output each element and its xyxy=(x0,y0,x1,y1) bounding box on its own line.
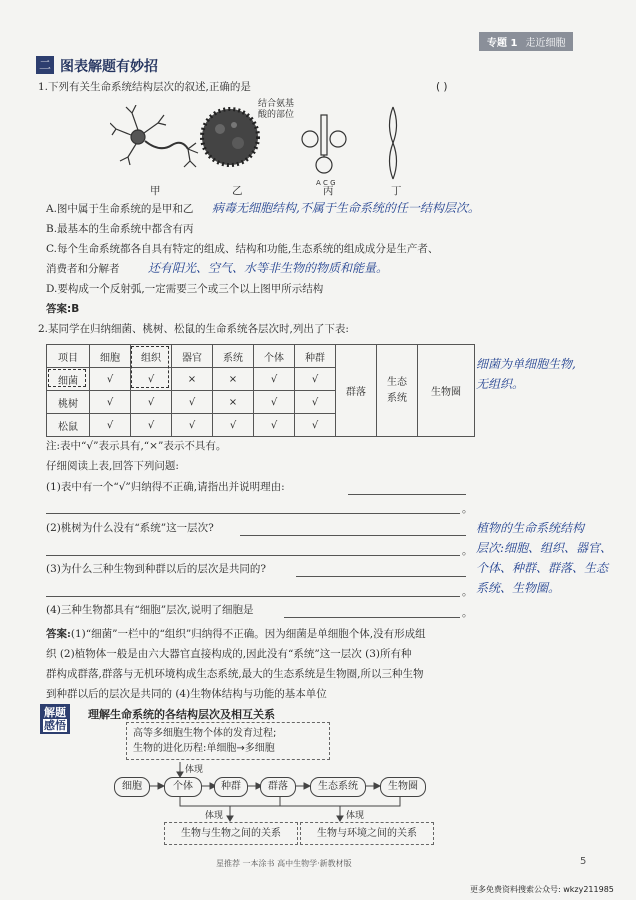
answer-value: B xyxy=(71,303,80,315)
table-cell: √ xyxy=(254,391,295,414)
table-header-community: 群落 xyxy=(336,345,377,437)
table-header: 项目 xyxy=(47,345,90,368)
table-cell: √ xyxy=(172,391,213,414)
q2-sub4-period: 。 xyxy=(462,607,473,619)
embody-label-right: 体现 xyxy=(346,811,365,821)
node-community: 群落 xyxy=(260,777,296,797)
row-name: 细菌 xyxy=(47,368,90,391)
q2-sub2-period: 。 xyxy=(462,545,473,557)
table-cell: × xyxy=(172,368,213,391)
table-cell: √ xyxy=(131,391,172,414)
q2-sub3: (3)为什么三种生物到种群以后的层次是共同的? xyxy=(46,563,267,575)
table-cell: × xyxy=(213,391,254,414)
fig-caption-jia: 甲 xyxy=(150,185,161,197)
table-cell: √ xyxy=(254,414,295,437)
bio-env-relation-box: 生物与环境之间的关系 xyxy=(300,822,434,845)
table-cell: √ xyxy=(90,368,131,391)
table-cell: × xyxy=(213,368,254,391)
svg-text:A C G: A C G xyxy=(316,179,336,187)
node-population: 种群 xyxy=(214,777,248,797)
bio-bio-relation-box: 生物与生物之间的关系 xyxy=(164,822,298,845)
embody-label-top: 体现 xyxy=(185,765,204,775)
q1-option-a: A.图中属于生命系统的是甲和乙 xyxy=(46,203,194,215)
table-cell: √ xyxy=(131,414,172,437)
development-box xyxy=(126,722,330,760)
table-header: 种群 xyxy=(295,345,336,368)
table-cell: √ xyxy=(295,368,336,391)
section-badge: 二 xyxy=(36,56,54,74)
embody-label-left: 体现 xyxy=(205,811,224,821)
table-cell: √ xyxy=(295,391,336,414)
fig-caption-bing: 丙 xyxy=(323,185,334,197)
q2-note: 注:表中“√”表示具有,“×”表示不具有。 xyxy=(46,440,227,452)
q1-option-c-line2: 消费者和分解者 xyxy=(46,263,120,275)
q2-stem: 2.某同学在归纳细菌、桃树、松鼠的生命系统各层次时,列出了下表: xyxy=(38,323,349,335)
q2-sub2: (2)桃树为什么没有“系统”这一层次? xyxy=(46,522,214,534)
node-ecosystem: 生态系统 xyxy=(310,777,366,797)
table-cell: √ xyxy=(213,414,254,437)
development-line: 高等多细胞生物个体的发育过程; xyxy=(133,728,277,739)
q1-stem: 1.下列有关生命系统结构层次的叙述,正确的是 xyxy=(38,81,251,93)
insight-badge-top: 解题 xyxy=(44,706,66,719)
topic-number: 专题 1 xyxy=(487,38,518,49)
node-biosphere: 生物圈 xyxy=(380,777,426,797)
insight-title: 理解生命系统的各结构层次及相互关系 xyxy=(88,708,275,721)
table-cell: √ xyxy=(254,368,295,391)
answer-line: 群构成群落,群落与无机环境构成生态系统,最大的生态系统是生物圈,所以三种生物 xyxy=(46,668,424,680)
q1-option-b: B.最基本的生命系统中都含有丙 xyxy=(46,223,194,235)
answer-label: 答案: xyxy=(46,303,72,315)
q1-note-a: 病毒无细胞结构,不属于生命系统的任一结构层次。 xyxy=(212,201,480,215)
node-cell: 细胞 xyxy=(114,777,150,797)
bracket-left xyxy=(180,796,280,806)
table-cell: √ xyxy=(90,391,131,414)
figure-label-binding-site: 结合氨基 酸的部位 xyxy=(258,99,295,120)
q2-sub4: (4)三种生物都具有“细胞”层次,说明了细胞是 xyxy=(46,604,254,616)
development-line: 生物的进化历程:单细胞→多细胞 xyxy=(133,743,275,754)
table-header: 系统 xyxy=(213,345,254,368)
topic-title: 走近细胞 xyxy=(525,38,566,49)
row-name: 桃树 xyxy=(47,391,90,414)
row-name: 松鼠 xyxy=(47,414,90,437)
table-header-ecosystem: 生态 系统 xyxy=(377,345,418,437)
footer-text: 星推荐 一本涂书 高中生物学·新教材版 xyxy=(216,859,352,868)
answer-line: 织 (2)植物体一般是由六大器官直接构成的,因此没有“系统”这一层次 (3)所有种 xyxy=(46,648,412,660)
table-header: 细胞 xyxy=(90,345,131,368)
page-number: 5 xyxy=(580,856,587,867)
bracket-right xyxy=(280,796,400,806)
q1-option-d: D.要构成一个反射弧,一定需要三个或三个以上图甲所示结构 xyxy=(46,283,324,295)
q1-answer-paren: ( ) xyxy=(436,81,448,93)
side-note-plant-levels: 植物的生命系统结构 层次:细胞、组织、器官、 个体、种群、群落、生态 系统、生物圈。 xyxy=(476,521,613,595)
insight-badge-bottom: 感悟 xyxy=(44,719,66,732)
q1-note-c: 还有阳光、空气、水等非生物的物质和能量。 xyxy=(148,261,389,275)
table-cell: √ xyxy=(172,414,213,437)
answer-line: (1)“细菌”一栏中的“组织”归纳得不正确。因为细菌是单细胞个体,没有形成组 xyxy=(70,628,426,640)
fig-caption-ding: 丁 xyxy=(391,185,402,197)
fig-caption-yi: 乙 xyxy=(232,185,243,197)
answer-line: 到种群以后的层次是共同的 (4)生物体结构与功能的基本单位 xyxy=(46,688,327,700)
watermark: 更多免费资料搜索公众号: wkzy211985 xyxy=(470,885,614,894)
node-individual: 个体 xyxy=(164,777,202,797)
table-cell: √ xyxy=(90,414,131,437)
table-header: 个体 xyxy=(254,345,295,368)
q2-instruction: 仔细阅读上表,回答下列问题: xyxy=(46,460,179,472)
table-cell: √ xyxy=(295,414,336,437)
answer-label: 答案: xyxy=(46,628,71,640)
q1-option-c-line1: C.每个生命系统都各自具有特定的组成、结构和功能,生态系统的组成成分是生产者、 xyxy=(46,243,439,255)
table-header-biosphere: 生物圈 xyxy=(418,345,475,437)
q2-sub1-period: 。 xyxy=(462,503,473,515)
q2-sub1: (1)表中有一个“√”归纳得不正确,请指出并说明理由: xyxy=(46,481,285,493)
side-note-bacteria: 细菌为单细胞生物, 无组织。 xyxy=(476,357,576,391)
table-header: 器官 xyxy=(172,345,213,368)
section-title: 图表解题有妙招 xyxy=(60,59,158,75)
table-cell: √ xyxy=(131,368,172,391)
table-header: 组织 xyxy=(131,345,172,368)
q2-sub3-period: 。 xyxy=(462,586,473,598)
